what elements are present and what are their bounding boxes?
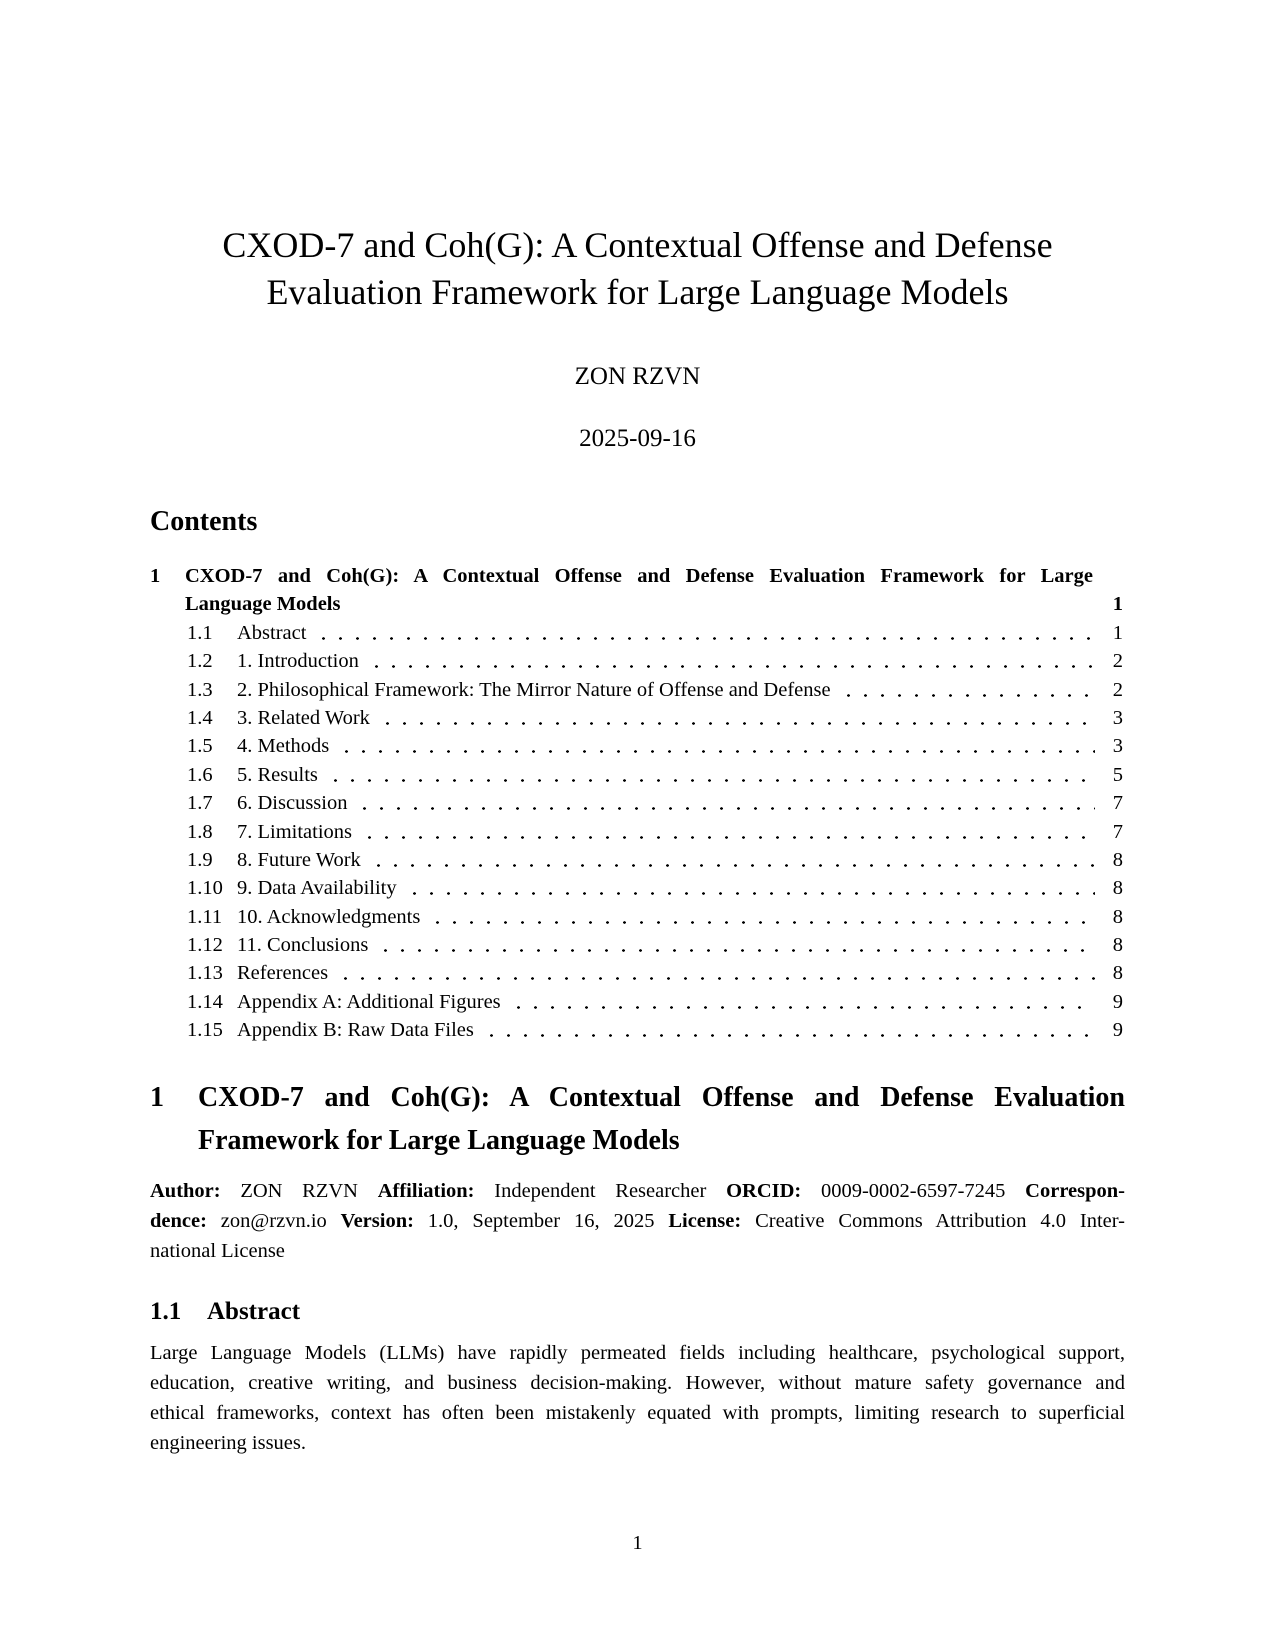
toc-entry-number: 1.10 [187,877,223,900]
metadata-text: 1.0, September 16, 2025 [413,1210,669,1232]
toc-dot-leader [838,676,1095,704]
metadata-label: dence: [150,1210,207,1232]
toc-section-number: 1 [150,565,161,587]
toc-section-row-2 [150,590,1123,618]
toc-entry[interactable] [150,846,1123,874]
toc-entry-title: 10. Acknowledgments [237,905,421,928]
metadata-text: 0009-0002-6597-7245 [801,1180,1026,1202]
document-title [150,222,1125,316]
toc-entry[interactable] [150,818,1123,846]
toc-dot-leader [427,903,1095,931]
author-metadata [150,1176,1125,1266]
toc-entry[interactable] [150,647,1123,675]
toc-dot-leader [508,988,1095,1016]
toc-entry-title: 11. Conclusions [237,934,369,957]
toc-dot-leader [404,874,1095,902]
toc-entry-number: 1.3 [187,678,213,701]
toc-entry-title: References [237,962,329,985]
toc-page-number: 2 [1112,678,1123,701]
toc-section-row-1 [150,562,1123,590]
page-number: 1 [632,1532,643,1554]
toc-dot-leader [313,619,1095,647]
toc-entry-number: 1.15 [187,1019,223,1042]
toc-page-number: 7 [1112,792,1123,815]
abstract-line: Large Language Models (LLMs) have rapidly permeated fields including healthcare, psychological support, [150,1342,1125,1364]
subsection-title: Abstract [207,1298,301,1325]
toc-dot-leader [377,704,1095,732]
metadata-line [150,1176,1125,1206]
title-block [150,222,1125,454]
toc-page-number: 1 [1112,621,1123,644]
subsection-number: 1.1 [150,1298,182,1325]
contents-heading: Contents [150,506,258,537]
toc-entry-number: 1.5 [187,735,213,758]
metadata-label: Affiliation: [377,1180,475,1202]
metadata-label: Correspon- [1025,1180,1125,1202]
toc-entry[interactable] [150,704,1123,732]
toc-dot-leader [375,931,1095,959]
toc-entry-title: 5. Results [237,763,318,786]
toc-entry[interactable] [150,789,1123,817]
toc-entry-number: 1.8 [187,820,213,843]
metadata-text: zon@rzvn.io [206,1210,341,1232]
toc-page-number: 8 [1112,934,1123,957]
metadata-label: ORCID: [726,1180,802,1202]
toc-entry-number: 1.13 [187,962,223,985]
section-title [198,1076,1125,1162]
toc-page-number: 7 [1112,820,1123,843]
toc-dot-leader [336,732,1095,760]
toc-entry-number: 1.12 [187,934,223,957]
toc-entry[interactable] [150,676,1123,704]
toc-item-list [150,619,1123,1045]
toc-entry-title: Appendix A: Additional Figures [237,990,501,1013]
toc-page-number: 8 [1112,877,1123,900]
abstract-line: engineering issues. [150,1432,306,1454]
document-date: 2025-09-16 [579,425,696,452]
toc-page-number: 8 [1112,848,1123,871]
toc-section-title-line-2: Language Models [185,593,341,616]
section-heading [150,1076,1125,1162]
toc-section-title-line-1: CXOD-7 and Coh(G): A Contextual Offense and Defense Evaluation Framework for Large [185,565,1093,587]
abstract-paragraph [150,1338,1125,1458]
section-number: 1 [150,1082,164,1113]
metadata-label: Version: [340,1210,414,1232]
toc-entry-title: 4. Methods [237,735,330,758]
toc-entry[interactable] [150,959,1123,987]
toc-entry-title: 2. Philosophical Framework: The Mirror Nature of Offense and Defense [237,678,831,701]
toc-entry-number: 1.2 [187,650,213,673]
metadata-text: Creative Commons Attribution 4.0 Inter- [741,1210,1125,1232]
toc-page-number: 8 [1112,962,1123,985]
abstract-line: education, creative writing, and business decision-making. However, without mature safety governance and [150,1372,1125,1394]
toc-page-number: 9 [1112,1019,1123,1042]
metadata-text: ZON RZVN [220,1180,378,1202]
metadata-line [150,1206,1125,1236]
toc-page-number: 2 [1112,650,1123,673]
toc-entry[interactable] [150,874,1123,902]
toc-entry-title: Abstract [237,621,307,644]
toc-page-number: 9 [1112,990,1123,1013]
toc-dot-leader [335,959,1095,987]
toc-dot-leader [481,1016,1095,1044]
toc-entry-number: 1.1 [187,621,213,644]
toc-entry-number: 1.6 [187,763,213,786]
toc-entry-number: 1.11 [187,905,223,928]
toc-entry[interactable] [150,761,1123,789]
toc-page-number: 3 [1112,735,1123,758]
title-line-2: Evaluation Framework for Large Language Models [266,272,1009,312]
toc-entry[interactable] [150,1016,1123,1044]
toc-page-number: 1 [1112,593,1123,616]
toc-entry[interactable] [150,931,1123,959]
abstract-line: ethical frameworks, context has often been mistakenly equated with prompts, limiting research to superficial [150,1402,1125,1424]
toc-page-number: 5 [1112,763,1123,786]
toc-entry-number: 1.7 [187,792,213,815]
metadata-text: Independent Researcher [474,1180,727,1202]
toc-entry-title: 1. Introduction [237,650,359,673]
toc-entry[interactable] [150,732,1123,760]
toc-entry-title: 6. Discussion [237,792,348,815]
toc-entry-number: 1.4 [187,706,213,729]
toc-entry-title: 9. Data Availability [237,877,397,900]
toc-dot-leader [325,761,1095,789]
toc-page-number: 8 [1112,905,1123,928]
toc-section-entry[interactable] [150,562,1123,619]
metadata-label: License: [668,1210,742,1232]
subsection-heading-abstract [150,1297,1125,1327]
metadata-label: Author: [150,1180,221,1202]
metadata-text: national License [150,1240,285,1262]
toc-entry-title: 8. Future Work [237,848,361,871]
section-title-line-1: CXOD-7 and Coh(G): A Contextual Offense and Defense Evaluation [198,1082,1125,1113]
title-line-1: CXOD-7 and Coh(G): A Contextual Offense and Defense [222,225,1053,265]
toc-entry-number: 1.9 [187,848,213,871]
toc-dot-leader [354,789,1095,817]
document-author: ZON RZVN [574,363,701,390]
toc-entry-title: 7. Limitations [237,820,353,843]
toc-entry-title: Appendix B: Raw Data Files [237,1019,474,1042]
section-title-line-2: Framework for Large Language Models [198,1125,680,1156]
toc-entry[interactable] [150,619,1123,647]
toc-dot-leader [366,647,1095,675]
toc-entry-title: 3. Related Work [237,706,370,729]
toc-dot-leader [368,846,1095,874]
toc-entry-number: 1.14 [187,990,223,1013]
toc-dot-leader [359,818,1095,846]
toc-page-number: 3 [1112,706,1123,729]
toc-entry[interactable] [150,903,1123,931]
toc-entry[interactable] [150,988,1123,1016]
table-of-contents [150,562,1123,1045]
metadata-line [150,1236,1125,1266]
